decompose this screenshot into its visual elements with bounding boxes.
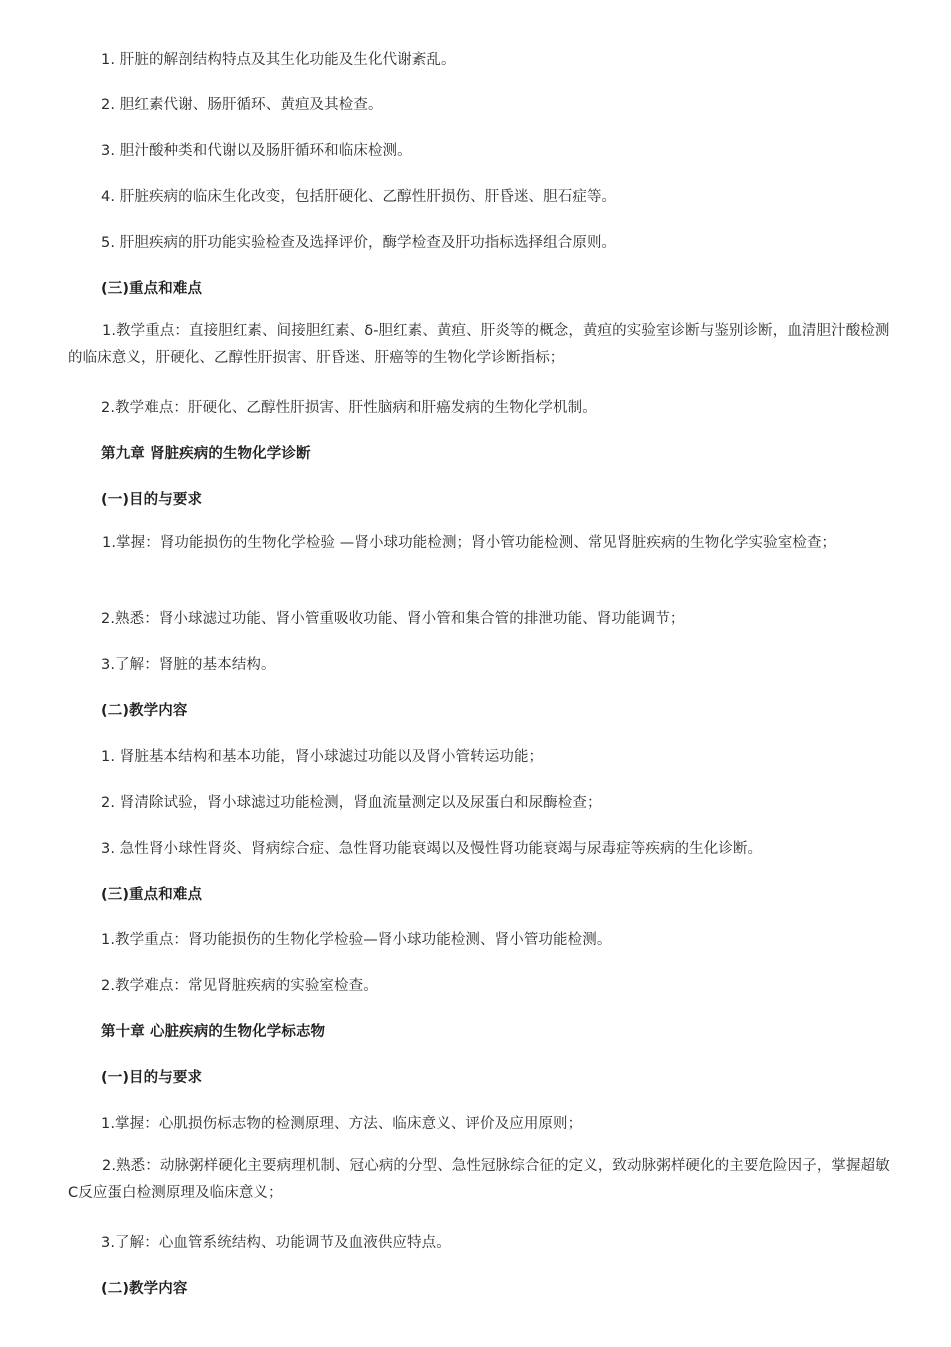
content-item-liver-disease: 4. 肝脏疾病的临床生化改变，包括肝硬化、乙醇性肝损伤、肝昏迷、胆石症等。 [101,189,617,205]
section-heading-key-points: (三)重点和难点 [101,281,203,297]
section-heading-objectives: (一)目的与要求 [101,492,203,508]
content-item-bilirubin: 2. 胆红素代谢、肠肝循环、黄疸及其检查。 [101,97,383,113]
content-item-kidney-structure: 1. 肾脏基本结构和基本功能，肾小球滤过功能以及肾小管转运功能； [101,749,544,765]
section-heading-teaching-content: (二)教学内容 [101,1281,188,1297]
paragraph-teaching-focus-liver: 1.教学重点：直接胆红素、间接胆红素、δ-胆红素、黄疸、肝炎等的概念，黄疸的实验室诊断与鉴别诊断，血清胆汁酸检测的临床意义，肝硬化、乙醇性肝损害、肝昏迷、肝癌等的生物化学诊断指标； [68,323,890,366]
content-item-familiar-kidney: 2.熟悉：肾小球滤过功能、肾小管重吸收功能、肾小管和集合管的排泄功能、肾功能调节； [101,611,685,627]
content-item-master-heart: 1.掌握：心肌损伤标志物的检测原理、方法、临床意义、评价及应用原则； [101,1116,583,1132]
section-heading-objectives: (一)目的与要求 [101,1070,203,1086]
section-heading-teaching-content: (二)教学内容 [101,703,188,719]
content-item-understand-heart: 3.了解：心血管系统结构、功能调节及血液供应特点。 [101,1235,451,1251]
content-item-liver-anatomy: 1. 肝脏的解剖结构特点及其生化功能及生化代谢紊乱。 [101,52,456,68]
paragraph-master-kidney: 1.掌握：肾功能损伤的生物化学检验 —肾小球功能检测；肾小管功能检测、常见肾脏疾病的生物化学实验室检查； [102,535,837,551]
content-item-teaching-focus-kidney: 1.教学重点：肾功能损伤的生物化学检验—肾小球功能检测、肾小管功能检测。 [101,932,612,948]
content-item-liver-function-tests: 5. 肝胆疾病的肝功能实验检查及选择评价，酶学检查及肝功指标选择组合原则。 [101,235,617,251]
content-item-clearance-test: 2. 肾清除试验，肾小球滤过功能检测，肾血流量测定以及尿蛋白和尿酶检查； [101,795,602,811]
content-item-teaching-difficulty-kidney: 2.教学难点：常见肾脏疾病的实验室检查。 [101,978,378,994]
content-item-bile-acid: 3. 胆汁酸种类和代谢以及肠肝循环和临床检测。 [101,143,412,159]
chapter-title-nine: 第九章 肾脏疾病的生物化学诊断 [101,446,311,462]
section-heading-key-points: (三)重点和难点 [101,887,203,903]
content-item-kidney-diseases: 3. 急性肾小球性肾炎、肾病综合症、急性肾功能衰竭以及慢性肾功能衰竭与尿毒症等疾病的生化诊断。 [101,841,763,857]
chapter-title-ten: 第十章 心脏疾病的生物化学标志物 [101,1024,326,1040]
content-item-teaching-difficulty-liver: 2.教学难点：肝硬化、乙醇性肝损害、肝性脑病和肝癌发病的生物化学机制。 [101,400,597,416]
content-item-understand-kidney: 3.了解：肾脏的基本结构。 [101,657,276,673]
paragraph-familiar-heart: 2.熟悉：动脉粥样硬化主要病理机制、冠心病的分型、急性冠脉综合征的定义，致动脉粥样硬化的主要危险因子，掌握超敏C反应蛋白检测原理及临床意义； [68,1158,890,1201]
